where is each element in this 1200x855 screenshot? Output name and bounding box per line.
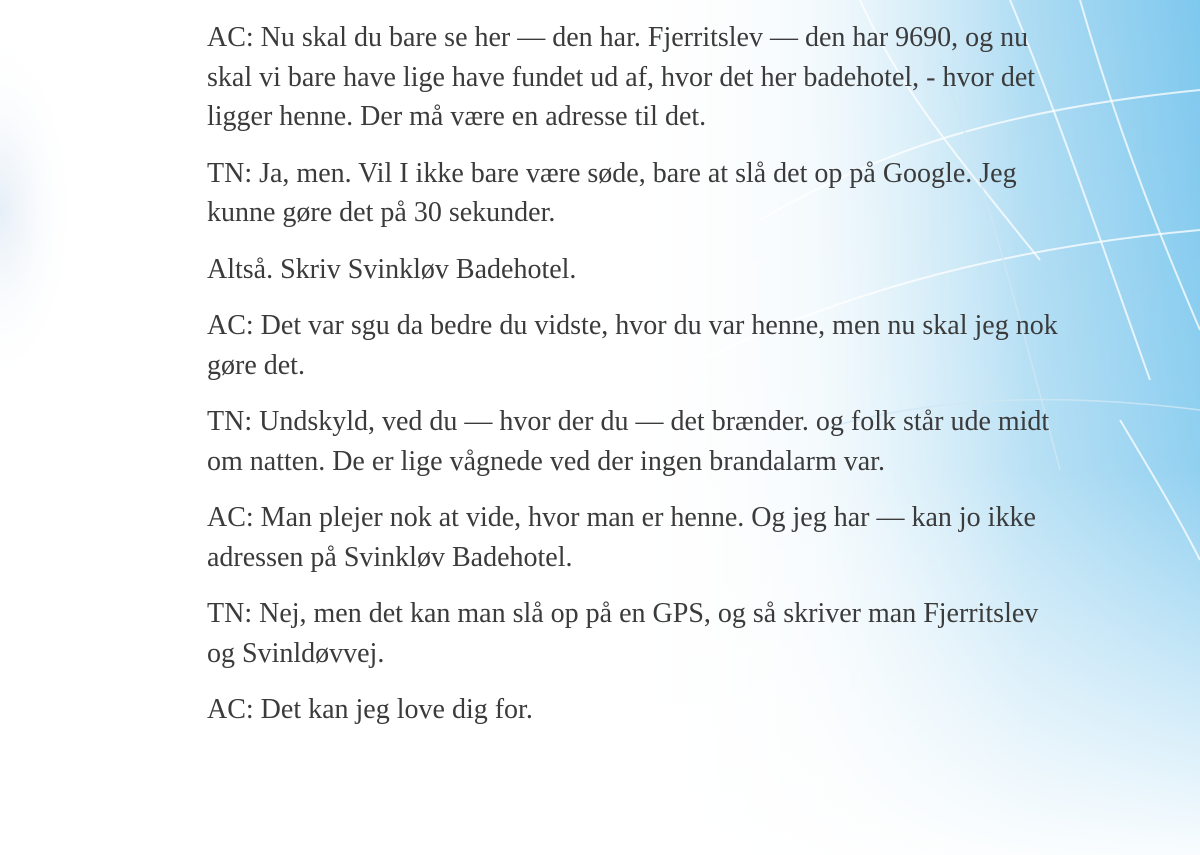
transcript — [207, 18, 1067, 747]
paragraph-2: TN: Ja, men. Vil I ikke bare være søde, bare at slå det op på Google. Jeg kunne gøre det på 30 sekunder. — [207, 157, 1017, 228]
paragraph-4: AC: Det var sgu da bedre du vidste, hvor du var henne, men nu skal jeg nok gøre det. — [207, 310, 1058, 381]
paragraph-5: TN: Undskyld, ved du — hvor der du — det brænder. og folk står ude midt om natten. De er lige vågnede ved der ingen brandalarm var. — [207, 406, 1050, 477]
paragraph-3: Altså. Skriv Svinkløv Badehotel. — [207, 253, 577, 285]
paragraph-8: AC: Det kan jeg love dig for. — [207, 694, 533, 725]
paragraph-1: AC: Nu skal du bare se her — den har. Fjerritslev — den har 9690, og nu skal vi bare have lige have fundet ud af, hvor det her badehotel, - hvor det ligger henne. Der må være en adresse til det. — [207, 22, 1036, 132]
paragraph-7: TN: Nej, men det kan man slå op på en GPS, og så skriver man Fjerritslev og Svinldøvvej. — [207, 598, 1039, 669]
paragraph-6: AC: Man plejer nok at vide, hvor man er henne. Og jeg har — kan jo ikke adressen på Svinkløv Badehotel. — [207, 502, 1036, 573]
